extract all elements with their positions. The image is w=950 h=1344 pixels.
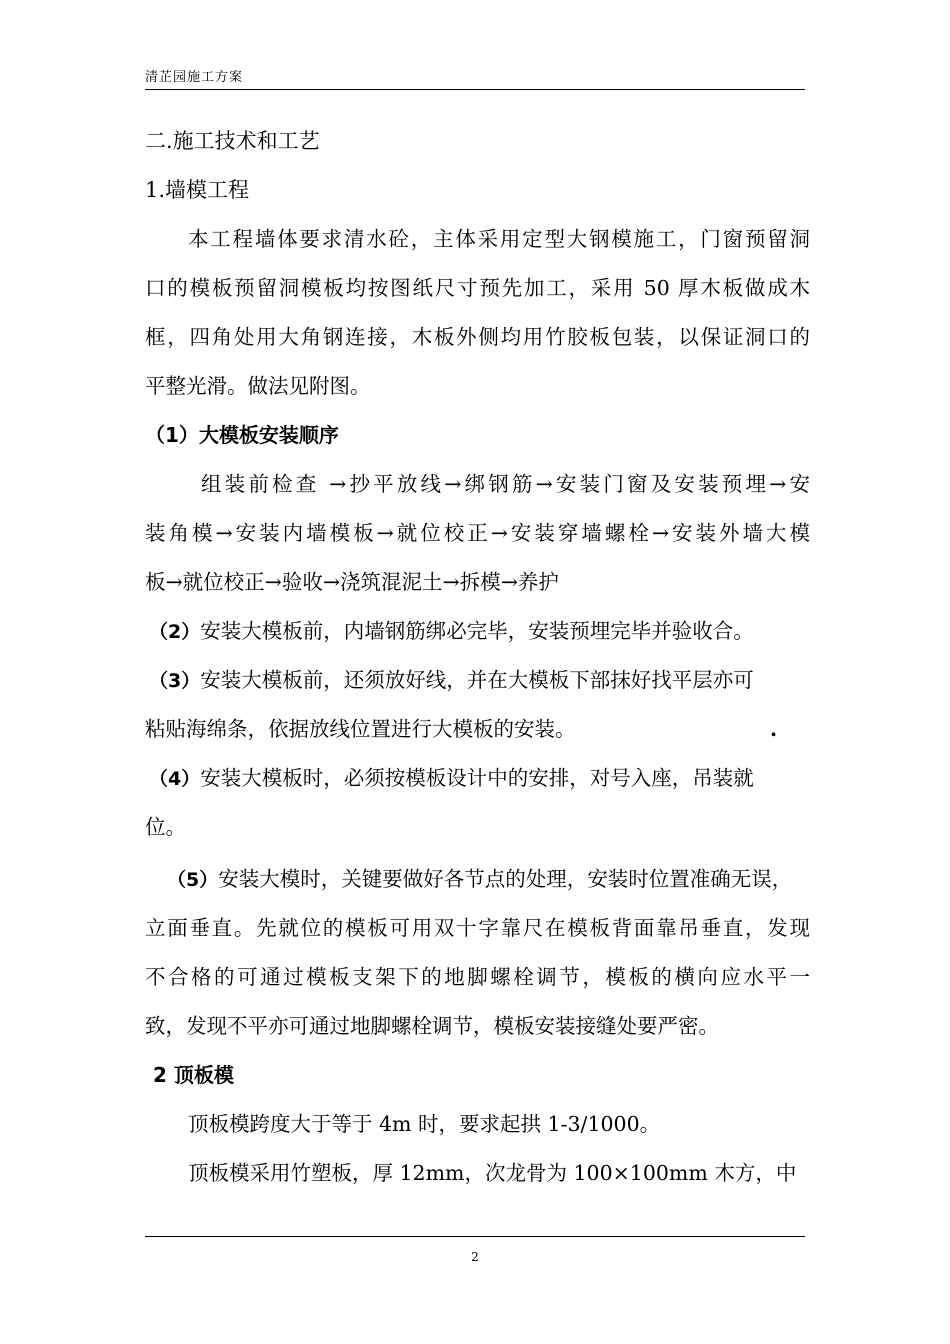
item2-text: 安装大模板前，内墙钢筋绑必完毕，安装预埋完毕并验收合。 [200, 619, 754, 643]
item3-line [145, 705, 810, 754]
paragraph-line: 框，四角处用大角钢连接，木板外侧均用竹胶板包装，以保证洞口的 [145, 325, 810, 349]
header-rule [145, 89, 805, 90]
item3-label: （3） [149, 670, 201, 692]
item4 [145, 754, 810, 803]
item1-line: 装角模→安装内墙模板→就位校正→安装穿墙螺栓→安装外墙大模 [145, 521, 810, 545]
section-title: 二.施工技术和工艺 [145, 129, 320, 153]
item2 [145, 607, 810, 656]
item5-line: 不合格的可通过模板支架下的地脚螺栓调节，模板的横向应水平一 [145, 965, 810, 989]
item3-text: 安装大模板前，还须放好线，并在大模板下部抹好找平层亦可 [200, 668, 754, 692]
item1-line: 板→就位校正→验收→浇筑混泥土→拆模→养护 [145, 570, 559, 594]
page-header-title: 清芷园施工方案 [145, 70, 244, 85]
item5-text: 安装大模时，关键要做好各节点的处理，安装时位置准确无误， [218, 867, 793, 891]
item3 [145, 656, 810, 705]
document-body [145, 117, 810, 1198]
item4-text: 安装大模板时，必须按模板设计中的安排，对号入座，吊装就 [200, 766, 754, 790]
paragraph-line: 本工程墙体要求清水砼，主体采用定型大钢模施工，门窗预留洞 [188, 227, 810, 251]
page-number: 2 [471, 1250, 479, 1264]
item1-line: 组装前检查 →抄平放线→绑钢筋→安装门窗及安装预埋→安 [201, 472, 810, 496]
item3-text: 粘贴海绵条，依据放线位置进行大模板的安装。 [145, 717, 576, 741]
paragraph-line: 平整光滑。做法见附图。 [145, 374, 371, 398]
item2-label: （2） [149, 621, 201, 643]
slab-heading: 2 顶板模 [153, 1063, 234, 1087]
wall-heading: 1.墙模工程 [145, 178, 250, 202]
paragraph-line: 口的模板预留洞模板均按图纸尺寸预先加工，采用 50 厚木板做成木 [145, 276, 810, 300]
item4-line: 位。 [145, 815, 186, 839]
slab-line: 顶板模跨度大于等于 4m 时，要求起拱 1-3/1000。 [188, 1112, 661, 1136]
item4-label: （4） [149, 768, 201, 790]
item1-heading: （1）大模板安装顺序 [145, 423, 339, 447]
item5-line: 致，发现不平亦可通过地脚螺栓调节，模板安装接缝处要严密。 [145, 1014, 719, 1038]
slab-line: 顶板模采用竹塑板，厚 12mm，次龙骨为 100×100mm 木方，中 [188, 1161, 797, 1185]
item5-line: 立面垂直。先就位的模板可用双十字靠尺在模板背面靠吊垂直，发现 [145, 916, 810, 940]
item3-trail-mark: . [770, 717, 778, 741]
footer-rule [145, 1236, 805, 1237]
item5-label: （5） [167, 869, 219, 891]
item5 [145, 855, 810, 904]
